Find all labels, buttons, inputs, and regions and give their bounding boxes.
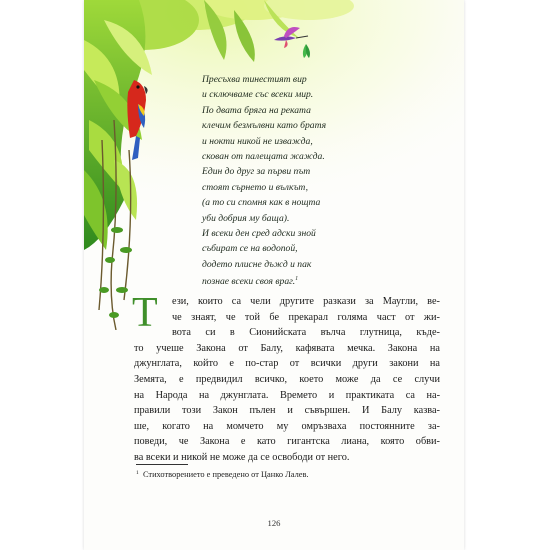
footnote-divider	[136, 464, 188, 465]
drop-cap: Т	[132, 290, 158, 336]
poem	[202, 72, 442, 290]
footnote-reference[interactable]: 1	[295, 276, 299, 283]
poem-line: И всеки ден сред адски зной	[202, 228, 316, 240]
poem-line: скован от палещата жажда.	[202, 151, 325, 163]
footnote-mark: 1	[136, 470, 139, 476]
page-number: 126	[267, 518, 281, 528]
poem-line: и сключваме със всеки мир.	[202, 89, 314, 101]
footnote-text: Стихотворението е преведено от Цанко Лалев.	[142, 470, 309, 479]
text-line: че знаят, че той бе прекарал голяма част от жи-	[172, 311, 440, 323]
text-line: то учеше Закона от Балу, кафявата мечка. Закона на	[134, 342, 440, 354]
poem-line: и нокти никой не изважда,	[202, 135, 313, 147]
poem-line: Пресъхва тинестият вир	[202, 74, 307, 85]
body-text	[132, 290, 440, 466]
text-line: ше, когато на момчето му омръзваха постоянните за-	[134, 420, 440, 432]
poem-line: събират се на водопой,	[202, 243, 298, 255]
text-line: джунглата, който е по-стар от всички други закони на	[134, 358, 440, 370]
text-line: Земята, е предвидил всичко, което може да се случи	[134, 373, 440, 385]
poem-line: стоят сърнето и вълкът,	[202, 181, 308, 193]
text-line: поведи, че Закона е като гигантска лиана, която обви-	[134, 436, 440, 448]
poem-line	[202, 272, 442, 289]
text-line: на Народа на джунглата. Времето и практиката са на-	[134, 389, 440, 401]
text-line: ва всеки и никой не може да се освободи от него.	[134, 451, 350, 463]
poem-line-text: познае всеки своя враг.	[202, 276, 296, 288]
text-line: вота си в Сионийската вълча глутница, къде-	[172, 327, 440, 339]
poem-line: (а то си спомня как в нощта	[202, 197, 321, 209]
poem-line: уби добрия му баща).	[202, 212, 290, 224]
text-line: правили този Закон пълен и съвършен. И Балу казва-	[134, 405, 440, 417]
poem-line: клечим безмълвни като братя	[202, 120, 327, 132]
text-line: ези, които са чели другите разкази за Маугли, ве-	[172, 296, 440, 307]
poem-line: додето плисне дъжд и пак	[202, 258, 312, 270]
footnote	[136, 470, 309, 479]
book-page	[84, 0, 464, 550]
poem-line: Един до друг за първи път	[202, 166, 311, 178]
poem-line: По двата бряга на реката	[202, 104, 311, 116]
